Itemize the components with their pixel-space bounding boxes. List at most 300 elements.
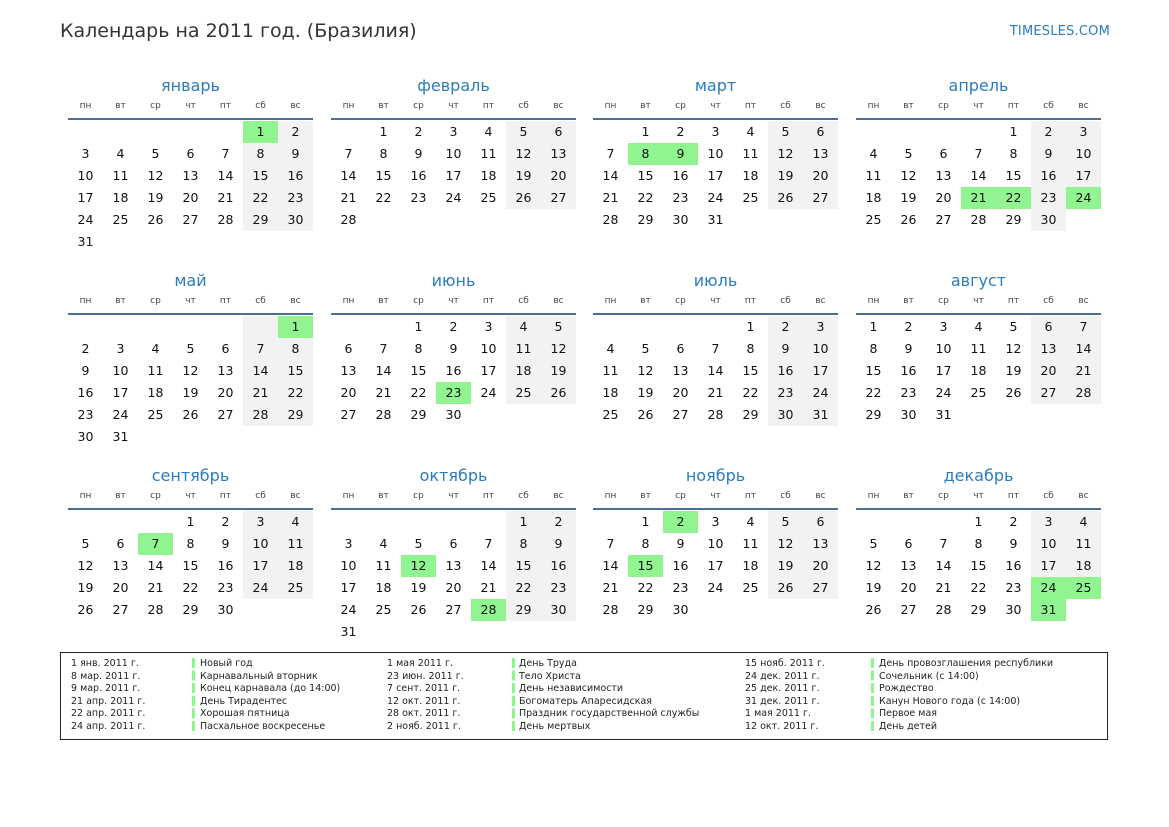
- day-cell: 18: [278, 555, 313, 577]
- day-cell: 23: [1031, 187, 1066, 209]
- day-cell: 27: [935, 212, 952, 227]
- day-cell: 21: [217, 190, 234, 205]
- day-cell: 14: [147, 558, 164, 573]
- weekday-label: вт: [378, 491, 389, 501]
- day-cell: 10: [707, 146, 724, 161]
- day-cell: 6: [676, 341, 685, 356]
- day-cell: 30: [278, 209, 313, 231]
- day-cell: 20: [541, 165, 576, 187]
- day-cell: 14: [340, 168, 357, 183]
- day-cell: 22: [865, 385, 882, 400]
- empty-cell: [768, 209, 803, 231]
- day-cell: 31: [1031, 599, 1066, 621]
- day-cell: 7: [711, 341, 720, 356]
- day-cell: 27: [672, 407, 689, 422]
- day-cell: 12: [147, 168, 164, 183]
- weekday-label: вс: [815, 491, 826, 501]
- weekday-label: сб: [518, 491, 529, 501]
- day-cell: 12: [900, 168, 917, 183]
- empty-cell: [208, 426, 243, 448]
- day-cell: 29: [182, 602, 199, 617]
- day-cell: 26: [1005, 385, 1022, 400]
- day-cell: 4: [151, 341, 160, 356]
- day-cell: 29: [637, 212, 654, 227]
- day-cell: 21: [147, 580, 164, 595]
- weekday-label: вт: [115, 101, 126, 111]
- day-cell: 2: [904, 319, 913, 334]
- weekday-header: [856, 294, 1101, 313]
- day-cell: 3: [1066, 121, 1101, 143]
- day-cell: 14: [970, 168, 987, 183]
- day-cell: 31: [707, 212, 724, 227]
- empty-cell: [68, 511, 103, 533]
- empty-cell: [138, 121, 173, 143]
- weekday-label: чт: [185, 491, 196, 501]
- day-cell: 15: [628, 555, 663, 577]
- day-cell: 26: [865, 602, 882, 617]
- day-cell: 15: [375, 168, 392, 183]
- day-cell: 18: [1066, 555, 1101, 577]
- day-cell: 21: [602, 190, 619, 205]
- days-grid: [331, 511, 576, 643]
- empty-cell: [436, 621, 471, 643]
- day-cell: 7: [974, 146, 983, 161]
- day-cell: 14: [602, 168, 619, 183]
- empty-cell: [541, 404, 576, 426]
- day-cell: 14: [243, 360, 278, 382]
- empty-cell: [173, 121, 208, 143]
- empty-cell: [506, 404, 541, 426]
- empty-cell: [208, 231, 243, 253]
- day-cell: 16: [1031, 165, 1066, 187]
- day-cell: 6: [939, 146, 948, 161]
- day-cell: 1: [506, 511, 541, 533]
- day-cell: 28: [147, 602, 164, 617]
- month-name: май: [174, 271, 207, 290]
- weekday-label: сб: [255, 491, 266, 501]
- day-cell: 17: [1066, 165, 1101, 187]
- weekday-label: пн: [604, 296, 617, 306]
- day-cell: 17: [1031, 555, 1066, 577]
- empty-cell: [471, 209, 506, 231]
- weekday-label: сб: [780, 101, 791, 111]
- day-cell: 12: [865, 558, 882, 573]
- day-cell: 21: [375, 385, 392, 400]
- weekday-label: чт: [710, 296, 721, 306]
- holiday-legend: [60, 652, 1108, 740]
- weekday-label: вт: [640, 296, 651, 306]
- days-grid: [331, 316, 576, 426]
- day-cell: 17: [77, 190, 94, 205]
- empty-cell: [593, 121, 628, 143]
- legend-names: [519, 658, 699, 734]
- month-block: [68, 464, 313, 621]
- weekday-label: вс: [1078, 101, 1089, 111]
- month-block: [856, 74, 1101, 231]
- day-cell: 29: [1005, 212, 1022, 227]
- day-cell: 24: [445, 190, 462, 205]
- days-grid: [331, 121, 576, 231]
- legend-date: 15 нояб. 2011 г.: [745, 658, 825, 669]
- weekday-label: сб: [518, 296, 529, 306]
- day-cell: 27: [803, 187, 838, 209]
- day-cell: 13: [935, 168, 952, 183]
- day-cell: 3: [243, 511, 278, 533]
- empty-cell: [103, 316, 138, 338]
- day-cell: 27: [445, 602, 462, 617]
- header-rule: [593, 313, 838, 315]
- day-cell: 3: [449, 124, 458, 139]
- legend-date: 21 апр. 2011 г.: [71, 695, 146, 707]
- empty-cell: [138, 426, 173, 448]
- weekday-label: вт: [115, 491, 126, 501]
- day-cell: 15: [278, 360, 313, 382]
- weekday-label: пт: [482, 296, 495, 306]
- header-rule: [331, 118, 576, 120]
- legend-name: Пасхальное воскресенье: [200, 720, 326, 732]
- empty-cell: [1066, 404, 1101, 426]
- day-cell: 29: [742, 407, 759, 422]
- day-cell: 19: [506, 165, 541, 187]
- day-cell: 8: [414, 341, 423, 356]
- day-cell: 12: [182, 363, 199, 378]
- empty-cell: [331, 121, 366, 143]
- day-cell: 26: [768, 187, 803, 209]
- day-cell: 2: [414, 124, 423, 139]
- day-cell: 25: [480, 190, 497, 205]
- day-cell: 29: [278, 404, 313, 426]
- empty-cell: [471, 511, 506, 533]
- day-cell: 24: [77, 212, 94, 227]
- day-cell: 30: [1005, 602, 1022, 617]
- day-cell: 20: [803, 555, 838, 577]
- day-cell: 11: [278, 533, 313, 555]
- day-cell: 1: [974, 514, 983, 529]
- weekday-label: пт: [219, 296, 232, 306]
- day-cell: 5: [506, 121, 541, 143]
- empty-cell: [436, 511, 471, 533]
- day-cell: 6: [541, 121, 576, 143]
- day-cell: 3: [711, 514, 720, 529]
- day-cell: 2: [676, 124, 685, 139]
- weekday-label: пт: [219, 101, 232, 111]
- day-cell: 10: [340, 558, 357, 573]
- day-cell: 13: [900, 558, 917, 573]
- day-cell: 20: [803, 165, 838, 187]
- weekday-label: вт: [903, 296, 914, 306]
- legend-name: Праздник государственной службы: [519, 708, 700, 720]
- empty-cell: [1066, 209, 1101, 231]
- day-cell: 19: [637, 385, 654, 400]
- day-cell: 24: [1031, 577, 1066, 599]
- weekday-label: вт: [378, 296, 389, 306]
- day-cell: 27: [217, 407, 234, 422]
- day-cell: 23: [541, 577, 576, 599]
- day-cell: 16: [410, 168, 427, 183]
- empty-cell: [663, 316, 698, 338]
- day-cell: 18: [742, 558, 759, 573]
- day-cell: 15: [243, 165, 278, 187]
- header-rule: [68, 508, 313, 510]
- legend-date: 24 дек. 2011 г.: [745, 670, 820, 682]
- weekday-label: пн: [79, 101, 92, 111]
- day-cell: 28: [340, 212, 357, 227]
- day-cell: 14: [480, 558, 497, 573]
- day-cell: 29: [637, 602, 654, 617]
- weekday-label: пт: [1007, 491, 1020, 501]
- day-cell: 30: [217, 602, 234, 617]
- day-cell: 22: [182, 580, 199, 595]
- day-cell: 3: [344, 536, 353, 551]
- day-cell: 2: [221, 514, 230, 529]
- day-cell: 30: [672, 602, 689, 617]
- day-cell: 20: [445, 580, 462, 595]
- day-cell: 8: [243, 143, 278, 165]
- day-cell: 22: [506, 577, 541, 599]
- legend-names: [879, 658, 1053, 734]
- day-cell: 29: [243, 209, 278, 231]
- day-cell: 30: [672, 212, 689, 227]
- day-cell: 17: [707, 558, 724, 573]
- day-cell: 24: [340, 602, 357, 617]
- day-cell: 19: [410, 580, 427, 595]
- weekday-header: [331, 99, 576, 118]
- header-rule: [856, 118, 1101, 120]
- day-cell: 27: [112, 602, 129, 617]
- weekday-label: пт: [1007, 296, 1020, 306]
- day-cell: 16: [900, 363, 917, 378]
- day-cell: 18: [602, 385, 619, 400]
- weekday-label: вт: [903, 101, 914, 111]
- day-cell: 25: [742, 580, 759, 595]
- day-cell: 28: [935, 602, 952, 617]
- day-cell: 13: [672, 363, 689, 378]
- legend-dates: [387, 658, 464, 734]
- empty-cell: [768, 599, 803, 621]
- empty-cell: [1031, 404, 1066, 426]
- day-cell: 13: [182, 168, 199, 183]
- day-cell: 26: [637, 407, 654, 422]
- empty-cell: [961, 121, 996, 143]
- days-grid: [68, 121, 313, 253]
- weekday-label: вс: [553, 296, 564, 306]
- month-name: сентябрь: [151, 466, 230, 485]
- day-cell: 26: [768, 577, 803, 599]
- day-cell: 19: [77, 580, 94, 595]
- day-cell: 28: [970, 212, 987, 227]
- weekday-label: чт: [448, 491, 459, 501]
- day-cell: 19: [768, 555, 803, 577]
- day-cell: 26: [77, 602, 94, 617]
- day-cell: 9: [768, 338, 803, 360]
- day-cell: 6: [186, 146, 195, 161]
- empty-cell: [803, 599, 838, 621]
- day-cell: 17: [935, 363, 952, 378]
- empty-cell: [173, 316, 208, 338]
- month-name: январь: [161, 76, 220, 95]
- header-rule: [856, 313, 1101, 315]
- day-cell: 23: [672, 580, 689, 595]
- weekday-label: вт: [640, 101, 651, 111]
- empty-cell: [593, 511, 628, 533]
- legend-dates: [745, 658, 825, 734]
- day-cell: 4: [974, 319, 983, 334]
- day-cell: 3: [81, 146, 90, 161]
- day-cell: 9: [904, 341, 913, 356]
- weekday-label: вс: [290, 491, 301, 501]
- month-block: [331, 269, 576, 426]
- empty-cell: [173, 231, 208, 253]
- empty-cell: [506, 621, 541, 643]
- legend-name: Первое мая: [879, 708, 937, 720]
- day-cell: 12: [401, 555, 436, 577]
- day-cell: 29: [865, 407, 882, 422]
- weekday-label: вт: [115, 296, 126, 306]
- legend-name: Карнавальный вторник: [200, 670, 318, 682]
- day-cell: 7: [606, 146, 615, 161]
- legend-date: 25 дек. 2011 г.: [745, 683, 820, 695]
- day-cell: 4: [484, 124, 493, 139]
- day-cell: 4: [869, 146, 878, 161]
- weekday-label: пт: [482, 101, 495, 111]
- legend-date: 22 апр. 2011 г.: [71, 708, 146, 720]
- day-cell: 3: [803, 316, 838, 338]
- day-cell: 30: [900, 407, 917, 422]
- weekday-label: пн: [867, 101, 880, 111]
- month-block: [856, 269, 1101, 426]
- day-cell: 20: [935, 190, 952, 205]
- legend-name: Рождество: [879, 683, 934, 695]
- day-cell: 14: [375, 363, 392, 378]
- weekday-header: [331, 294, 576, 313]
- legend-name: Богоматерь Апаресидская: [519, 695, 653, 707]
- day-cell: 15: [865, 363, 882, 378]
- empty-cell: [243, 599, 278, 621]
- day-cell: 21: [961, 187, 996, 209]
- day-cell: 25: [147, 407, 164, 422]
- day-cell: 3: [116, 341, 125, 356]
- day-cell: 24: [1066, 187, 1101, 209]
- day-cell: 6: [344, 341, 353, 356]
- weekday-header: [331, 489, 576, 508]
- empty-cell: [401, 511, 436, 533]
- empty-cell: [138, 231, 173, 253]
- day-cell: 17: [803, 360, 838, 382]
- weekday-label: пн: [342, 491, 355, 501]
- weekday-label: сб: [1043, 296, 1054, 306]
- empty-cell: [331, 316, 366, 338]
- weekday-label: ср: [413, 296, 424, 306]
- day-cell: 11: [742, 146, 759, 161]
- day-cell: 5: [1009, 319, 1018, 334]
- day-cell: 18: [112, 190, 129, 205]
- empty-cell: [366, 511, 401, 533]
- weekday-header: [68, 294, 313, 313]
- legend-date: 23 июн. 2011 г.: [387, 670, 464, 682]
- legend-date: 1 янв. 2011 г.: [71, 658, 139, 669]
- day-cell: 8: [869, 341, 878, 356]
- day-cell: 12: [77, 558, 94, 573]
- empty-cell: [331, 511, 366, 533]
- day-cell: 24: [935, 385, 952, 400]
- page-title: Календарь на 2011 год. (Бразилия): [60, 20, 417, 42]
- weekday-label: пт: [1007, 101, 1020, 111]
- day-cell: 1: [746, 319, 755, 334]
- legend-date: 12 окт. 2011 г.: [387, 695, 461, 707]
- month-name: июнь: [431, 271, 476, 290]
- empty-cell: [471, 404, 506, 426]
- day-cell: 8: [379, 146, 388, 161]
- day-cell: 7: [138, 533, 173, 555]
- day-cell: 22: [278, 382, 313, 404]
- empty-cell: [1066, 599, 1101, 621]
- month-name: февраль: [417, 76, 490, 95]
- day-cell: 13: [803, 533, 838, 555]
- day-cell: 21: [340, 190, 357, 205]
- weekday-header: [856, 489, 1101, 508]
- day-cell: 18: [147, 385, 164, 400]
- empty-cell: [803, 209, 838, 231]
- weekday-label: пн: [867, 491, 880, 501]
- day-cell: 11: [1066, 533, 1101, 555]
- empty-cell: [208, 121, 243, 143]
- days-grid: [593, 316, 838, 426]
- day-cell: 5: [541, 316, 576, 338]
- weekday-label: вс: [1078, 296, 1089, 306]
- day-cell: 25: [278, 577, 313, 599]
- day-cell: 9: [221, 536, 230, 551]
- day-cell: 18: [742, 168, 759, 183]
- days-grid: [68, 511, 313, 621]
- day-cell: 23: [436, 382, 471, 404]
- weekday-header: [593, 294, 838, 313]
- day-cell: 30: [1031, 209, 1066, 231]
- empty-cell: [856, 511, 891, 533]
- day-cell: 2: [1031, 121, 1066, 143]
- brand-link[interactable]: TIMESLES.COM: [1009, 24, 1110, 39]
- header-rule: [593, 118, 838, 120]
- empty-cell: [891, 121, 926, 143]
- empty-cell: [103, 231, 138, 253]
- day-cell: 26: [410, 602, 427, 617]
- month-name: ноябрь: [685, 466, 746, 485]
- empty-cell: [996, 404, 1031, 426]
- day-cell: 3: [484, 319, 493, 334]
- day-cell: 5: [904, 146, 913, 161]
- day-cell: 10: [112, 363, 129, 378]
- day-cell: 6: [221, 341, 230, 356]
- empty-cell: [173, 426, 208, 448]
- day-cell: 7: [939, 536, 948, 551]
- empty-cell: [366, 316, 401, 338]
- weekday-header: [856, 99, 1101, 118]
- header-rule: [856, 508, 1101, 510]
- day-cell: 22: [637, 580, 654, 595]
- day-cell: 28: [707, 407, 724, 422]
- empty-cell: [926, 121, 961, 143]
- legend-name: Сочельник (с 14:00): [879, 670, 979, 682]
- day-cell: 15: [506, 555, 541, 577]
- day-cell: 23: [1005, 580, 1022, 595]
- legend-name: День независимости: [519, 683, 624, 695]
- day-cell: 31: [77, 234, 94, 249]
- day-cell: 20: [112, 580, 129, 595]
- day-cell: 10: [243, 533, 278, 555]
- weekday-label: пт: [482, 491, 495, 501]
- weekday-label: вс: [290, 296, 301, 306]
- weekday-label: сб: [255, 296, 266, 306]
- day-cell: 5: [768, 511, 803, 533]
